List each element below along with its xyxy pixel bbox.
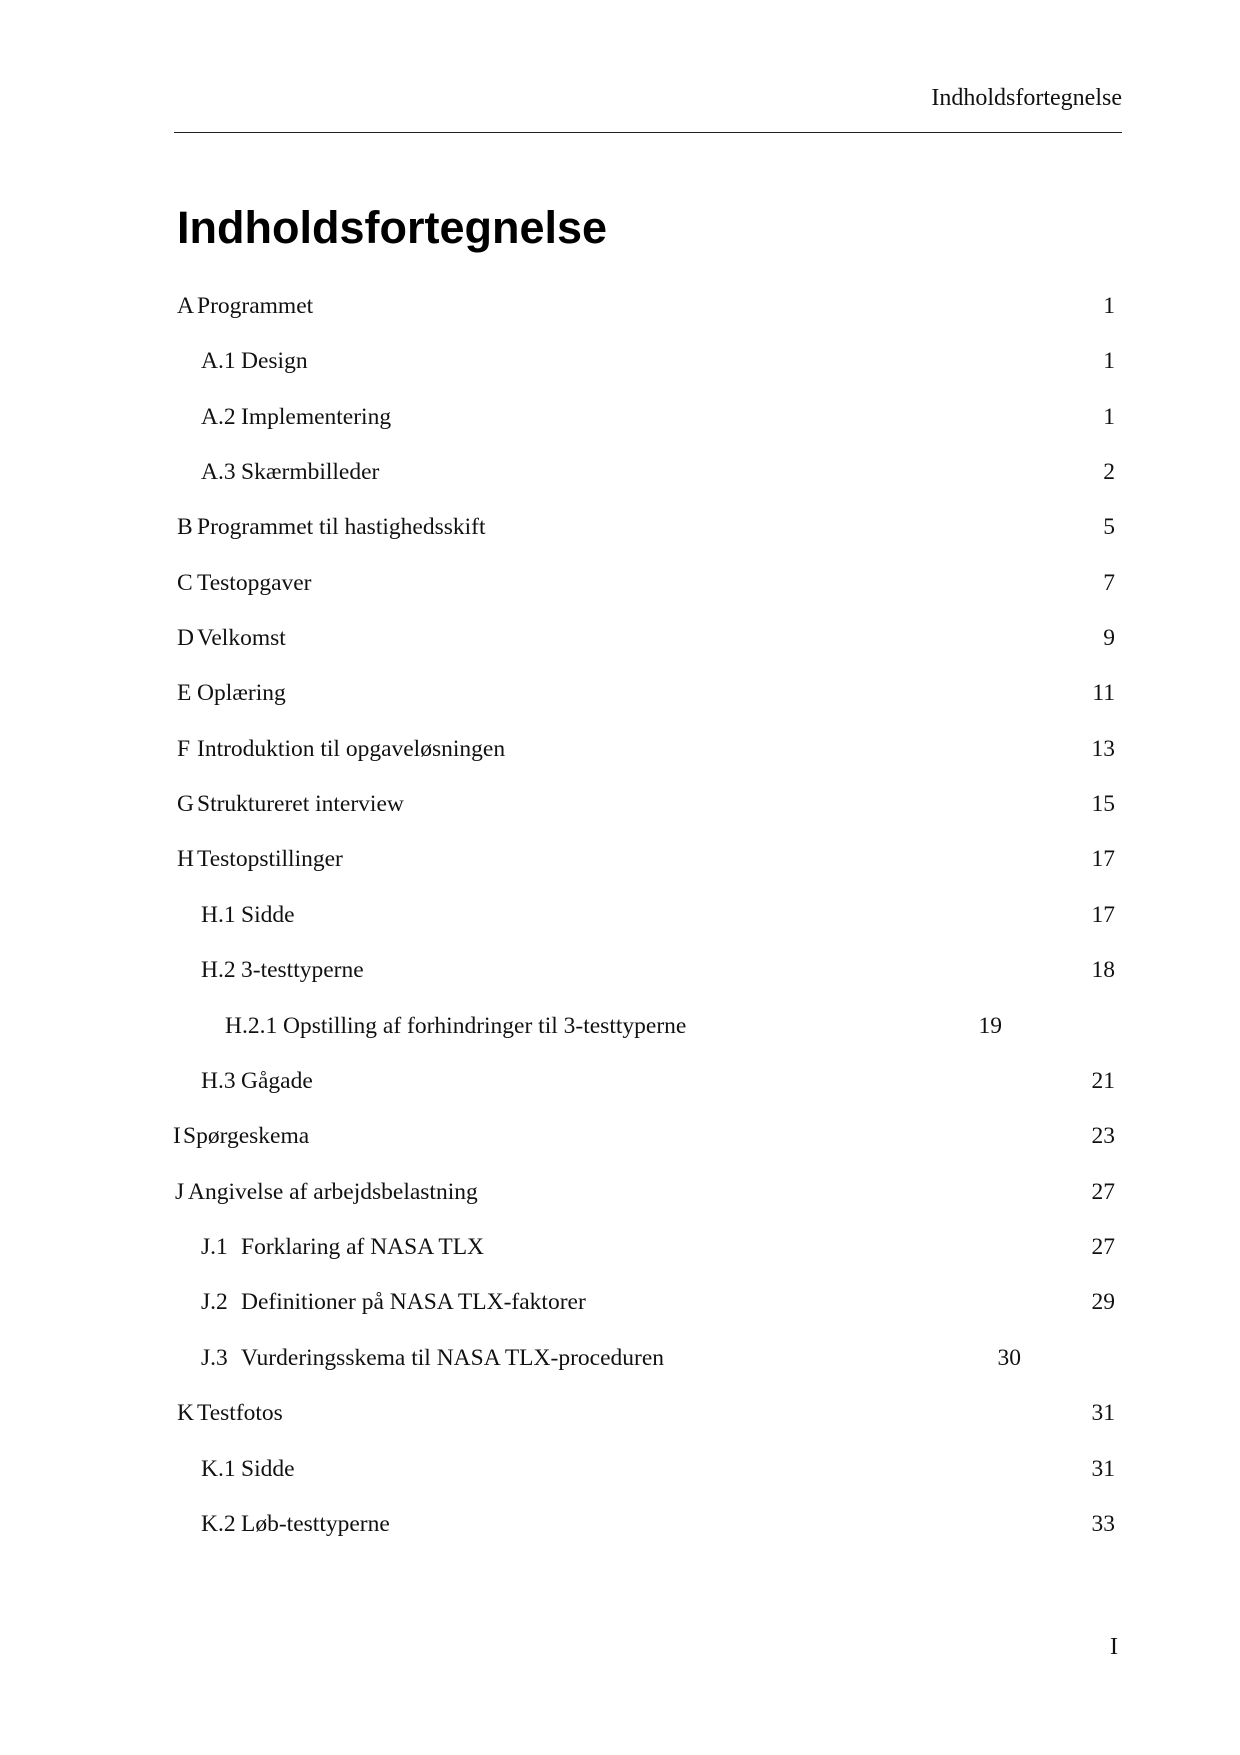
toc-entry[interactable] <box>201 1064 1115 1098</box>
toc-entry[interactable] <box>177 621 1115 655</box>
toc-entry-number: G <box>177 791 194 817</box>
toc-entry-title: Testfotos <box>197 1400 283 1426</box>
toc-entry-number: H.1 <box>201 902 236 928</box>
page-title: Indholdsfortegnelse <box>177 202 608 253</box>
page-number: I <box>1110 1634 1118 1660</box>
toc-entry-title: Spørgeskema <box>183 1123 310 1149</box>
toc-entry[interactable] <box>201 1285 1115 1319</box>
toc-entry-title: Angivelse af arbejdsbelastning <box>188 1179 478 1205</box>
toc-entry-page: 31 <box>1091 1456 1115 1482</box>
toc-entry[interactable] <box>201 1341 1021 1375</box>
toc-entry-page: 27 <box>1091 1234 1115 1260</box>
toc-entry-number: B <box>177 514 193 540</box>
toc-entry-page: 1 <box>1103 293 1115 319</box>
toc-entry-page: 23 <box>1091 1123 1115 1149</box>
toc-entry-title: Sidde <box>241 902 295 928</box>
toc-entry-number: J.3 <box>201 1345 228 1371</box>
toc-entry-number: A <box>177 293 194 319</box>
toc-entry-number: F <box>177 736 191 762</box>
toc-entry-number: K.1 <box>201 1456 236 1482</box>
toc-entry[interactable] <box>177 510 1115 544</box>
toc-entry-page: 2 <box>1103 459 1115 485</box>
toc-entry[interactable] <box>201 455 1115 489</box>
toc-entry[interactable] <box>177 676 1115 710</box>
toc-entry[interactable] <box>177 732 1115 766</box>
toc-entry-title: Programmet <box>197 293 314 319</box>
toc-entry-title: Programmet til hastighedsskift <box>197 514 486 540</box>
toc-entry-page: 31 <box>1091 1400 1115 1426</box>
toc-entry-page: 5 <box>1103 514 1115 540</box>
toc-entry-title: Implementering <box>241 404 392 430</box>
toc-entry-title: Testopgaver <box>197 570 312 596</box>
toc-entry-title: Vurderingsskema til NASA TLX-proceduren <box>241 1345 665 1371</box>
toc-entry-number: H.2 <box>201 957 236 983</box>
toc-entry-page: 27 <box>1091 1179 1115 1205</box>
toc-entry-number: J.2 <box>201 1289 228 1315</box>
toc-entry-title: Opstilling af forhindringer til 3-testtyperne <box>283 1013 687 1039</box>
toc-entry-page: 29 <box>1091 1289 1115 1315</box>
toc-entry-page: 19 <box>978 1013 1002 1039</box>
toc-entry[interactable] <box>201 400 1115 434</box>
toc-entry[interactable] <box>201 1507 1115 1541</box>
toc-entry[interactable] <box>201 953 1115 987</box>
toc-entry-number: I <box>173 1123 181 1149</box>
toc-entry-number: K <box>177 1400 194 1426</box>
toc-entry-title: Definitioner på NASA TLX-faktorer <box>241 1289 586 1315</box>
toc-entry-page: 11 <box>1092 680 1115 706</box>
toc-entry-page: 9 <box>1103 625 1115 651</box>
toc-entry-page: 7 <box>1103 570 1115 596</box>
toc-entry-number: H <box>177 846 194 872</box>
toc-entry[interactable] <box>201 344 1115 378</box>
toc-entry[interactable] <box>201 1230 1115 1264</box>
toc-entry-title: Struktureret interview <box>197 791 404 817</box>
toc-entry-number: J <box>175 1179 185 1205</box>
toc-entry[interactable] <box>177 842 1115 876</box>
toc-entry-number: A.1 <box>201 348 236 374</box>
toc-entry[interactable] <box>201 898 1115 932</box>
toc-entry-number: D <box>177 625 194 651</box>
toc-entry-title: 3-testtyperne <box>241 957 364 983</box>
toc-entry-title: Design <box>241 348 308 374</box>
toc-entry-number: H.3 <box>201 1068 236 1094</box>
toc-entry-page: 15 <box>1091 791 1115 817</box>
toc-entry-title: Gågade <box>241 1068 313 1094</box>
running-header: Indholdsfortegnelse <box>931 85 1122 111</box>
toc-entry-page: 1 <box>1103 348 1115 374</box>
toc-entry-title: Introduktion til opgaveløsningen <box>197 736 506 762</box>
toc-entry[interactable] <box>177 1396 1115 1430</box>
toc-entry-number: A.3 <box>201 459 236 485</box>
toc-entry-title: Løb-testtyperne <box>241 1511 390 1537</box>
toc-entry-number: E <box>177 680 192 706</box>
toc-entry-title: Forklaring af NASA TLX <box>241 1234 485 1260</box>
toc-entry-page: 21 <box>1091 1068 1115 1094</box>
toc-entry-title: Oplæring <box>197 680 286 706</box>
toc-entry-title: Velkomst <box>197 625 286 651</box>
toc-entry-title: Sidde <box>241 1456 295 1482</box>
toc-entry-page: 33 <box>1091 1511 1115 1537</box>
toc-entry-page: 30 <box>997 1345 1021 1371</box>
toc-entry-number: K.2 <box>201 1511 236 1537</box>
toc-entry-number: C <box>177 570 193 596</box>
toc-entry-page: 18 <box>1091 957 1115 983</box>
toc-entry[interactable] <box>177 566 1115 600</box>
toc-entry-number: A.2 <box>201 404 236 430</box>
toc-entry-title: Testopstillinger <box>197 846 343 872</box>
toc-entry-page: 13 <box>1091 736 1115 762</box>
toc-entry-page: 17 <box>1091 846 1115 872</box>
toc-entry-number: J.1 <box>201 1234 228 1260</box>
toc-entry[interactable] <box>201 1452 1115 1486</box>
toc-entry[interactable] <box>173 1119 1115 1153</box>
toc-entry-title: Skærmbilleder <box>241 459 380 485</box>
toc-entry[interactable] <box>225 1009 1002 1043</box>
toc-entry[interactable] <box>177 787 1115 821</box>
toc-entry-page: 1 <box>1103 404 1115 430</box>
toc-entry-number: H.2.1 <box>225 1013 278 1039</box>
toc-entry[interactable] <box>175 1175 1115 1209</box>
toc-entry-page: 17 <box>1091 902 1115 928</box>
toc-entry[interactable] <box>177 289 1115 323</box>
